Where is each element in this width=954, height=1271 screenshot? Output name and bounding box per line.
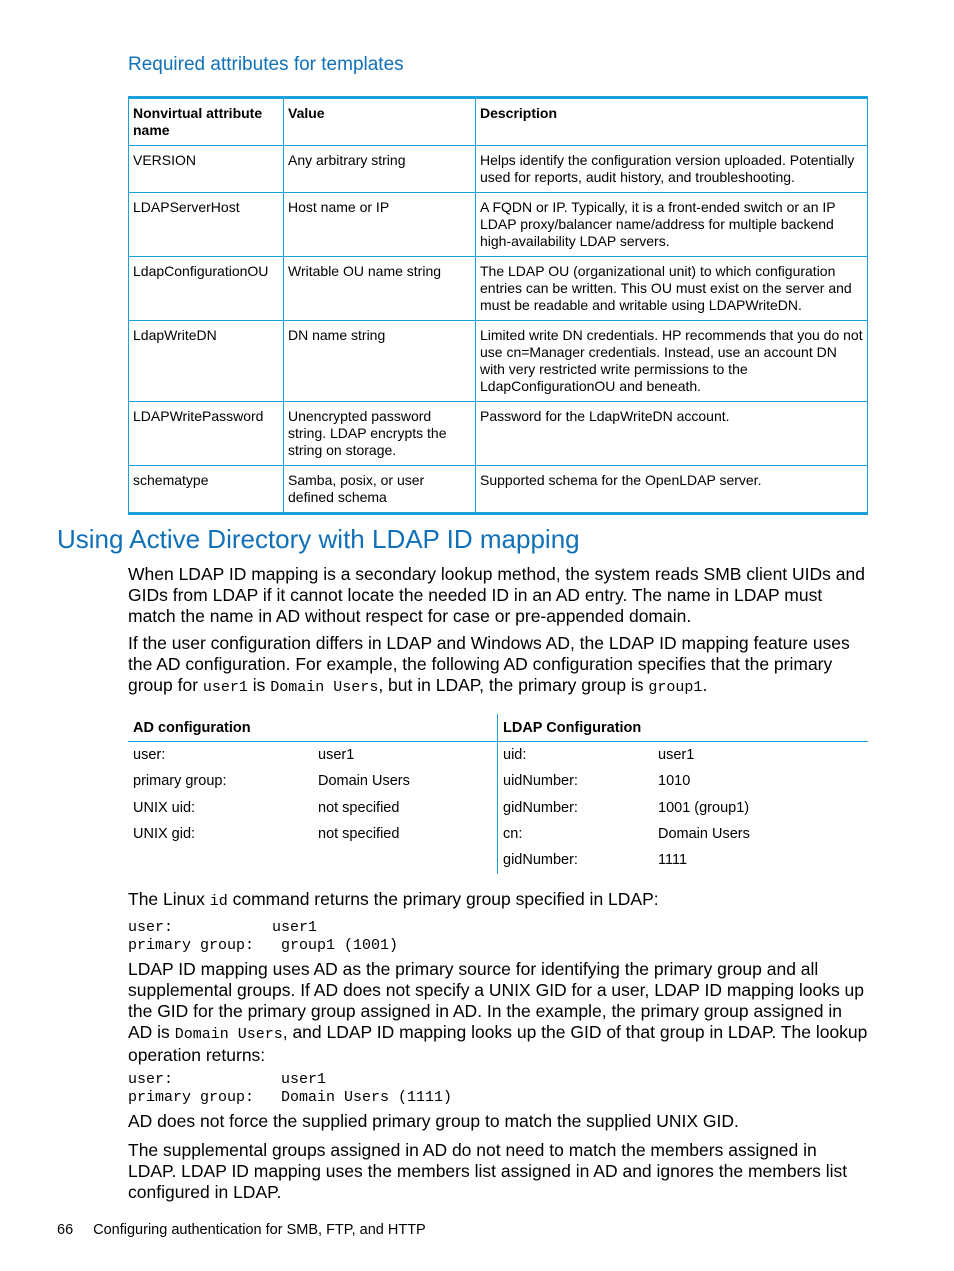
table-cell: LdapWriteDN (129, 321, 284, 402)
table-cell: Limited write DN credentials. HP recommends that you do not use cn=Manager credentials. Instead, use an account DN with very restricted write permissions to the LdapConfigurationOU and beneath. (476, 321, 868, 402)
ldap-value: user1 (658, 747, 695, 763)
ad-value: not specified (318, 826, 400, 842)
ad-value: not specified (318, 800, 400, 816)
paragraph-config-difference (128, 633, 868, 698)
table-row (129, 321, 868, 402)
inline-code: user1 (202, 679, 248, 696)
text: LDAP ID mapping uses AD as the primary source for identifying the primary group and all supplemental groups. If AD does not specify a UNIX GID for a user, LDAP ID mapping looks up the GID for the primary group assigned in AD. In the example, the primary group assigned in AD is (128, 959, 865, 1042)
table-cell: LdapConfigurationOU (129, 257, 284, 321)
column-header: Value (284, 98, 476, 146)
header-divider (128, 741, 868, 742)
section-title: Using Active Directory with LDAP ID mapping (57, 524, 580, 554)
chapter-title: Configuring authentication for SMB, FTP, and HTTP (93, 1222, 426, 1238)
paragraph-no-force: AD does not force the supplied primary group to match the supplied UNIX GID. (128, 1111, 739, 1131)
ad-key: UNIX gid: (133, 826, 196, 842)
ldap-key: gidNumber: (503, 852, 578, 868)
text: is (247, 675, 271, 695)
paragraph-linux-id (128, 889, 868, 912)
table-row (129, 193, 868, 257)
page-number: 66 (57, 1222, 74, 1238)
table-row (129, 146, 868, 193)
table-cell: Host name or IP (284, 193, 476, 257)
inline-code: Domain Users (174, 1026, 283, 1043)
table-cell: VERSION (129, 146, 284, 193)
table-cell: The LDAP OU (organizational unit) to which configuration entries can be written. This OU must exist on the server and must be readable and writable using LDAPWriteDN. (476, 257, 868, 321)
table-cell: DN name string (284, 321, 476, 402)
ldap-value: 1001 (group1) (658, 800, 750, 816)
ad-value: Domain Users (318, 773, 410, 789)
column-header: Description (476, 98, 868, 146)
text: command returns the primary group specified in LDAP: (227, 889, 659, 909)
paragraph-supplemental-groups: The supplemental groups assigned in AD do not need to match the members assigned in LDAP. LDAP ID mapping uses the members list assigned in AD and ignores the members list configured in LDAP. (128, 1140, 848, 1202)
text: The Linux (128, 889, 210, 909)
text: , but in LDAP, the primary group is (378, 675, 649, 695)
table-cell: LDAPServerHost (129, 193, 284, 257)
ad-key: primary group: (133, 773, 227, 789)
table-cell: Writable OU name string (284, 257, 476, 321)
ad-config-header: AD configuration (133, 720, 251, 736)
table-row (129, 402, 868, 466)
table-cell: Any arbitrary string (284, 146, 476, 193)
ldap-value: 1010 (658, 773, 691, 789)
ldap-value: Domain Users (658, 826, 750, 842)
table-row (129, 257, 868, 321)
text: , and LDAP ID mapping looks up the GID of that group in LDAP. The lookup operation returns: (128, 1022, 868, 1065)
table-cell: A FQDN or IP. Typically, it is a front-ended switch or an IP LDAP proxy/balancer name/address for multiple backend high-availability LDAP servers. (476, 193, 868, 257)
column-divider (497, 714, 498, 874)
inline-code: group1 (648, 679, 703, 696)
table-cell: Supported schema for the OpenLDAP server. (476, 466, 868, 514)
text: . (702, 675, 708, 695)
ldap-key: cn: (503, 826, 523, 842)
paragraph-id-mapping (128, 959, 868, 1066)
ldap-config-header: LDAP Configuration (503, 720, 642, 736)
table-cell: Unencrypted password string. LDAP encrypts the string on storage. (284, 402, 476, 466)
ldap-key: uid: (503, 747, 527, 763)
required-attributes-table (128, 96, 868, 515)
ad-key: UNIX uid: (133, 800, 196, 816)
table-cell: LDAPWritePassword (129, 402, 284, 466)
table-cell: Samba, posix, or user defined schema (284, 466, 476, 514)
table-row (129, 466, 868, 514)
paragraph-intro: When LDAP ID mapping is a secondary lookup method, the system reads SMB client UIDs and GIDs from LDAP if it cannot locate the needed ID in an AD entry. The name in LDAP must match the name in AD without respect for case or pre-appended domain. (128, 564, 865, 626)
ldap-key: gidNumber: (503, 800, 578, 816)
table-header-row (129, 98, 868, 146)
inline-code: id (209, 893, 228, 910)
table-caption: Required attributes for templates (128, 54, 404, 75)
code-block-lookup-output: user: user1 primary group: Domain Users (1111) (128, 1071, 453, 1106)
table-cell: schematype (129, 466, 284, 514)
ldap-value: 1111 (658, 852, 688, 868)
table-cell: Helps identify the configuration version uploaded. Potentially used for reports, audit history, and troubleshooting. (476, 146, 868, 193)
ad-key: user: (133, 747, 166, 763)
text: If the user configuration differs in LDAP and Windows AD, the LDAP ID mapping feature uses the AD configuration. For example, the following AD configuration specifies that the primary group for (128, 633, 850, 695)
code-block-ldap-output: user: user1 primary group: group1 (1001) (128, 919, 399, 954)
inline-code: Domain Users (270, 679, 379, 696)
ldap-key: uidNumber: (503, 773, 578, 789)
column-header: Nonvirtual attribute name (129, 98, 284, 146)
table-cell: Password for the LdapWriteDN account. (476, 402, 868, 466)
ad-value: user1 (318, 747, 355, 763)
page-footer (57, 1222, 426, 1238)
